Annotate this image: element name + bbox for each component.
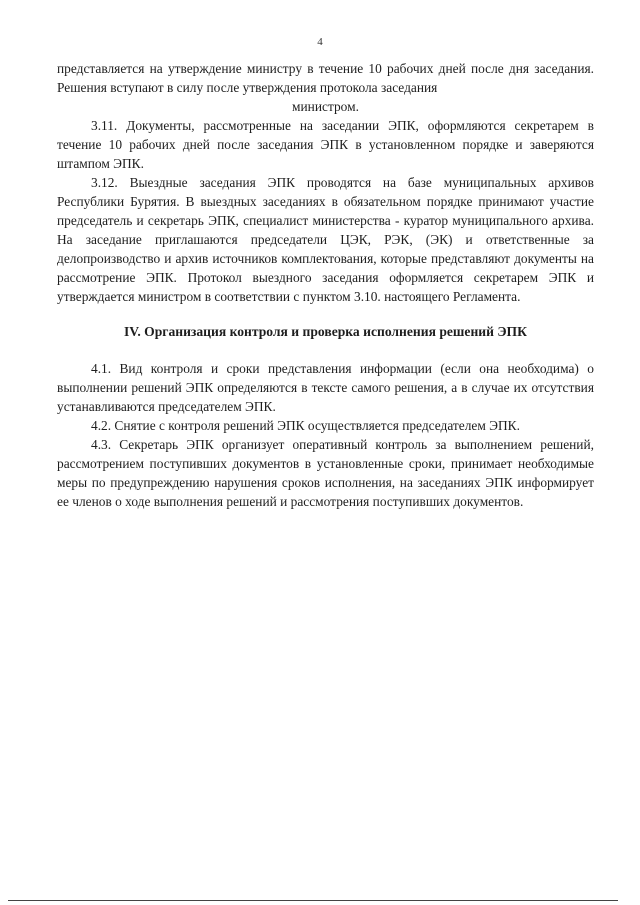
paragraph-4-3: 4.3. Секретарь ЭПК организует оперативный контроль за выполнением решений, рассмотрением поступивших документов в установленные сроки, принимает необходимые меры по предупреждению нарушения сроков исполнения, на заседаниях ЭПК информирует ее членов о ходе выполнения решений и рассмотрения поступивших документов. <box>57 437 594 509</box>
paragraph-continuation-tail: министром. <box>292 99 359 114</box>
scan-edge-line <box>8 900 618 901</box>
document-body <box>57 59 594 511</box>
paragraph-continuation: представляется на утверждение министру в течение 10 рабочих дней после дня заседания. Решения вступают в силу после утверждения протокола заседания <box>57 61 594 95</box>
page-number: 4 <box>317 36 323 48</box>
paragraph-4-2: 4.2. Снятие с контроля решений ЭПК осуществляется председателем ЭПК. <box>91 418 520 433</box>
paragraph-3-12: 3.12. Выездные заседания ЭПК проводятся на базе муниципальных архивов Республики Бурятия. В выездных заседаниях в обязательном порядке принимают участие председатель и секретарь ЭПК, специалист министерства - куратор муниципального архива. На заседание приглашаются председатели ЦЭК, РЭК, (ЭК) и ответственные за делопроизводство и архив источников комплектования, которые представляют документы на рассмотрение ЭПК. Протокол выездного заседания оформляется секретарем ЭПК и утверждается министром в соответствии с пунктом 3.10. настоящего Регламента. <box>57 175 594 304</box>
section-heading: IV. Организация контроля и проверка исполнения решений ЭПК <box>124 324 527 339</box>
paragraph-3-11: 3.11. Документы, рассмотренные на заседании ЭПК, оформляются секретарем в течение 10 рабочих дней после заседания ЭПК в установленном порядке и заверяются штампом ЭПК. <box>57 118 594 171</box>
paragraph-4-1: 4.1. Вид контроля и сроки представления информации (если она необходима) о выполнении решений ЭПК определяются в тексте самого решения, а в случае их отсутствия устанавливаются председателем ЭПК. <box>57 361 594 414</box>
